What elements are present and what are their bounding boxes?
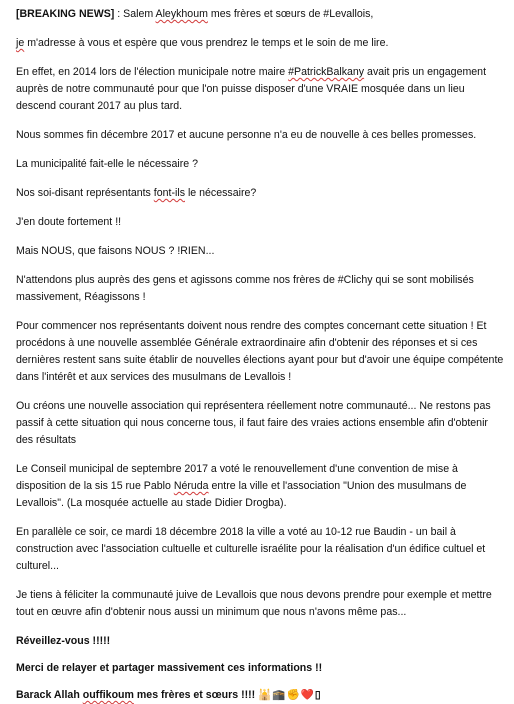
paragraph-share: Merci de relayer et partager massivement ces informations !! — [16, 662, 323, 674]
spellcheck-word: Aleykhoum — [155, 8, 208, 20]
paragraph-parallel: En parallèle ce soir, ce mardi 18 décembre 2018 la ville a voté au 10-12 rue Baudin - un bail à construction avec l'association cultuelle et culturelle israélite pour la réalisation d'un édifice cultuel et culturel... — [16, 526, 486, 572]
council-text: Le Conseil municipal de septembre 2017 a voté le renouvellement d'une convention de mise à disposition de la sis 15 rue Pablo — [16, 463, 458, 492]
greeting-text-end: mes frères et sœurs de #Levallois, — [207, 8, 374, 20]
paragraph-question-municipality: La municipalité fait-elle le nécessaire ? — [16, 158, 198, 170]
paragraph-intro — [16, 35, 504, 52]
paragraph-representatives: Pour commencer nos représentants doivent nous rendre des comptes concernant cette situation ! Et procédons à une nouvelle assemblée Générale extraordinaire afin d'obtenir des réponses et si ces dernières restent sans suite établir de nouvelles élections ayant pour but d'avoir une équipe compétente dans l'intérêt et aux services des musulmans de Levallois ! — [16, 320, 504, 383]
emoji-icons: 🕌🕋✊❤️▯ — [258, 689, 322, 701]
paragraph-december: Nous sommes fin décembre 2017 et aucune personne n'a eu de nouvelle à ces belles promesses. — [16, 129, 477, 141]
paragraph-new-association: Ou créons une nouvelle association qui représentera réellement notre communauté... Ne restons pas passif à cette situation qui nous concerne tous, il faut faire des vraies actions ensemble afin d'obtenir des résultats — [16, 400, 491, 446]
council-text-end: entre la ville et l'association "Union des musulmans de Levallois". (La mosquée actuelle au stade Didier Drogba). — [16, 480, 467, 509]
paragraph-election — [16, 64, 504, 115]
spellcheck-word: je — [16, 37, 25, 49]
spellcheck-word: Néruda — [173, 480, 209, 492]
paragraph-wake-up: Réveillez-vous !!!!! — [16, 635, 111, 647]
breaking-news-tag: [BREAKING NEWS] — [16, 8, 115, 20]
paragraph-congratulate: Je tiens à féliciter la communauté juive de Levallois que nous devons prendre pour exemple et mettre tout en œuvre afin d'obtenir nous aussi un minimum que nous n'avons même pas... — [16, 589, 492, 618]
closing-text-end: mes frères et sœurs !!!! — [133, 689, 259, 701]
spellcheck-word: ouffikoum — [82, 689, 134, 701]
paragraph-call-to-action: N'attendons plus auprès des gens et agissons comme nos frères de #Clichy qui se sont mobilisés massivement, Réagissons ! — [16, 274, 474, 303]
greeting-text: : Salem — [114, 8, 156, 20]
spellcheck-word: font-ils — [153, 187, 185, 199]
paragraph-council — [16, 461, 504, 512]
paragraph-question-representatives — [16, 185, 504, 202]
question-text: Nos soi-disant représentants — [16, 187, 154, 199]
spellcheck-word: #PatrickBalkany — [288, 66, 365, 78]
paragraph-breaking-news — [16, 6, 504, 23]
paragraph-nothing: Mais NOUS, que faisons NOUS ? !RIEN... — [16, 245, 215, 257]
closing-text: Barack Allah — [16, 689, 83, 701]
question-text-end: le nécessaire? — [185, 187, 257, 199]
election-text: En effet, en 2014 lors de l'élection municipale notre maire — [16, 66, 289, 78]
election-text-end: avait pris un engagement auprès de notre communauté pour que l'on puisse disposer d'une VRAIE mosquée dans un lieu descend courant 2017 au plus tard. — [16, 66, 487, 112]
intro-text: m'adresse à vous et espère que vous prendrez le temps et le soin de me lire. — [24, 37, 389, 49]
paragraph-doubt: J'en doute fortement !! — [16, 216, 122, 228]
paragraph-closing — [16, 687, 504, 704]
